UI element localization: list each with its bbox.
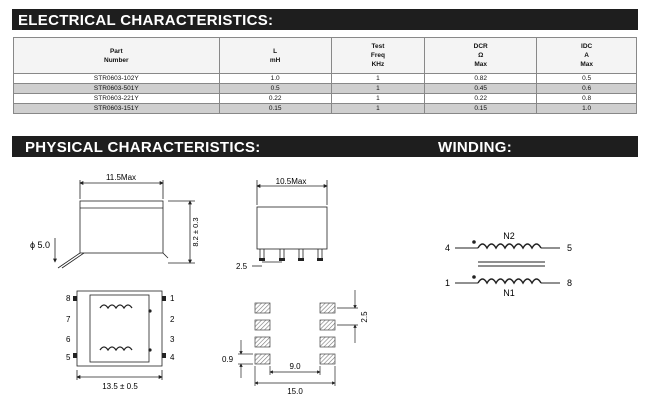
front-pitch-label: 2.5: [236, 262, 248, 271]
side-view-drawing: [55, 180, 195, 268]
cell: 1: [331, 74, 424, 84]
col-part-number: Part Number: [14, 38, 220, 74]
cell: 1.0: [219, 74, 331, 84]
cell: 0.5: [219, 84, 331, 94]
physical-heading: PHYSICAL CHARACTERISTICS:: [25, 139, 261, 156]
pin-label: 1: [170, 294, 175, 303]
pin-label: 2: [170, 315, 175, 324]
col-dcr: DCR Ω Max: [425, 38, 537, 74]
top-view-pins: [73, 296, 166, 358]
winding-pin-5: 5: [567, 243, 573, 253]
pin-label: 5: [66, 353, 71, 362]
cell: 0.22: [425, 94, 537, 104]
pad-dimension-lines: [238, 290, 358, 386]
pin-label: 3: [170, 335, 175, 344]
pad-layout-drawing: [255, 303, 335, 364]
cell: 1: [331, 94, 424, 104]
pin-label: 8: [66, 294, 71, 303]
cell: STR0603-501Y: [14, 84, 220, 94]
electrical-table: [13, 37, 637, 114]
cell: 1.0: [537, 104, 637, 114]
winding-polarity-dots: [472, 240, 476, 279]
winding-pin-4: 4: [445, 243, 451, 253]
table-row: [14, 74, 637, 84]
table-row: [14, 84, 637, 94]
coil-n1-label: N1: [503, 288, 515, 298]
cell: 0.15: [425, 104, 537, 114]
cell: STR0603-221Y: [14, 94, 220, 104]
pin-diameter-label: ϕ 5.0: [30, 240, 51, 250]
cell: 0.15: [219, 104, 331, 114]
cell: 0.82: [425, 74, 537, 84]
pin-label: 4: [170, 353, 175, 362]
pad-size-label: 0.9: [222, 355, 234, 364]
front-view-drawing: [252, 180, 327, 266]
col-inductance: L mH: [219, 38, 331, 74]
pin-label: 7: [66, 315, 71, 324]
front-pins: [259, 258, 323, 261]
cell: 0.22: [219, 94, 331, 104]
table-row: [14, 94, 637, 104]
side-height-label: 8.2 ± 0.3: [191, 217, 200, 247]
pad-pitch-label: 2.5: [360, 311, 369, 323]
cell: STR0603-151Y: [14, 104, 220, 114]
cell: 0.6: [537, 84, 637, 94]
electrical-heading: ELECTRICAL CHARACTERISTICS:: [18, 12, 274, 29]
cell: 0.5: [537, 74, 637, 84]
coil-n2-label: N2: [503, 231, 515, 241]
cell: 0.45: [425, 84, 537, 94]
electrical-characteristics-header: [12, 9, 638, 30]
top-width-label: 13.5 ± 0.5: [102, 382, 138, 391]
pad-outer-label: 15.0: [287, 387, 303, 396]
top-view-drawing: [77, 291, 162, 380]
col-idc: IDC A Max: [537, 38, 637, 74]
winding-diagram: [455, 244, 560, 283]
winding-pin-8: 8: [567, 278, 573, 288]
winding-heading: WINDING:: [438, 139, 513, 156]
table-row: [14, 104, 637, 114]
cell: 1: [331, 84, 424, 94]
front-width-label: 10.5Max: [275, 177, 307, 186]
cell: 0.8: [537, 94, 637, 104]
table-header-row: [14, 38, 637, 74]
col-test-freq: Test Freq KHz: [331, 38, 424, 74]
pad-inner-label: 9.0: [289, 362, 301, 371]
cell: 1: [331, 104, 424, 114]
physical-characteristics-header: [12, 136, 638, 157]
side-width-label: 11.5Max: [105, 173, 137, 182]
pin-label: 6: [66, 335, 71, 344]
winding-pin-1: 1: [445, 278, 451, 288]
cell: STR0603-102Y: [14, 74, 220, 84]
